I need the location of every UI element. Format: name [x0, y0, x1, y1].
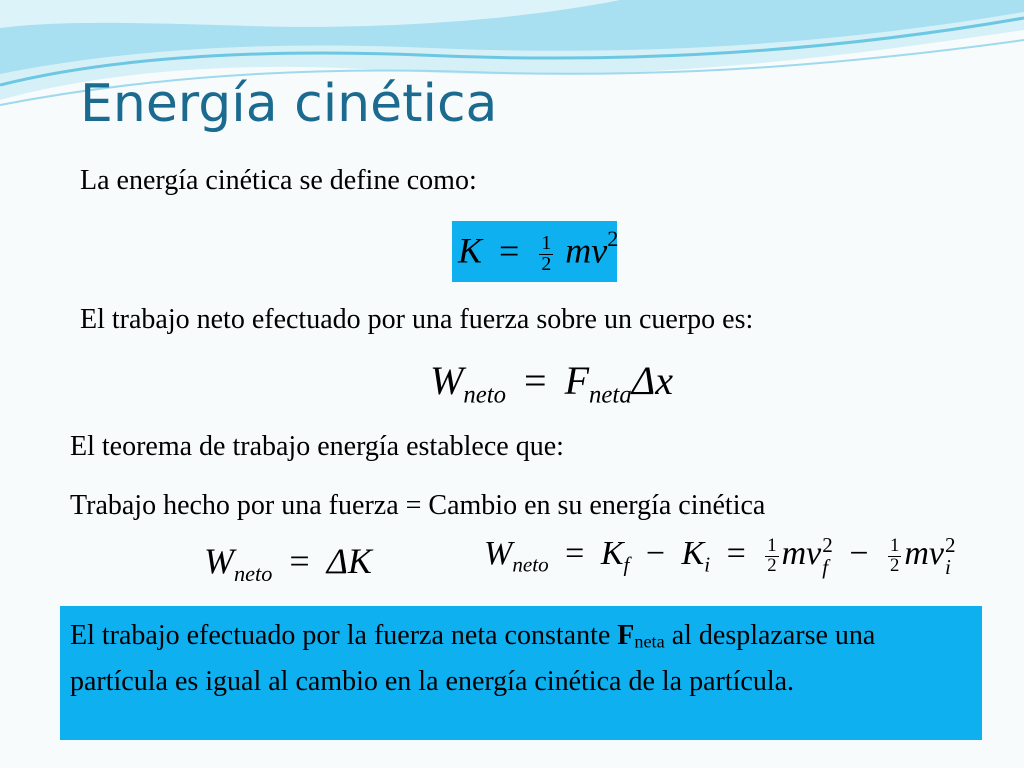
theorem-short-formula: $W_{neto} = \Delta K$	[204, 541, 372, 586]
formula-equals: =	[499, 230, 520, 271]
conclusion-force-symbol: F	[617, 620, 635, 651]
formula-half: $\frac{1}{2}$	[541, 232, 552, 275]
intro-text: La energía cinética se define como:	[80, 165, 477, 196]
formula-exponent: 2	[607, 226, 619, 251]
formula-k: K	[458, 230, 483, 271]
theorem-long-formula: $W_{neto} = K_f - K_i$ = $\frac{1}{2}$ mv 2 f − $\frac{1}{2}$ mv 2 i	[484, 533, 956, 580]
kinetic-energy-formula	[458, 226, 618, 275]
slide-title: Energía cinética	[80, 74, 498, 134]
net-work-formula: $W_{neto} = F_{neta}\Delta x$	[430, 358, 673, 409]
theorem-text: El teorema de trabajo energía establece que:	[70, 431, 564, 462]
work-text: El trabajo neto efectuado por una fuerza sobre un cuerpo es:	[80, 304, 754, 335]
conclusion-box	[60, 606, 982, 740]
conclusion-part2: al desplazarse una partícula es igual al cambio en la energía cinética de la partícula.	[70, 620, 876, 697]
formula-mv: mv	[565, 230, 608, 271]
conclusion-part1: El trabajo efectuado por la fuerza neta constante	[70, 620, 618, 651]
conclusion-force-sub: neta	[634, 631, 665, 652]
theorem-statement: Trabajo hecho por una fuerza = Cambio en su energía cinética	[70, 490, 766, 521]
